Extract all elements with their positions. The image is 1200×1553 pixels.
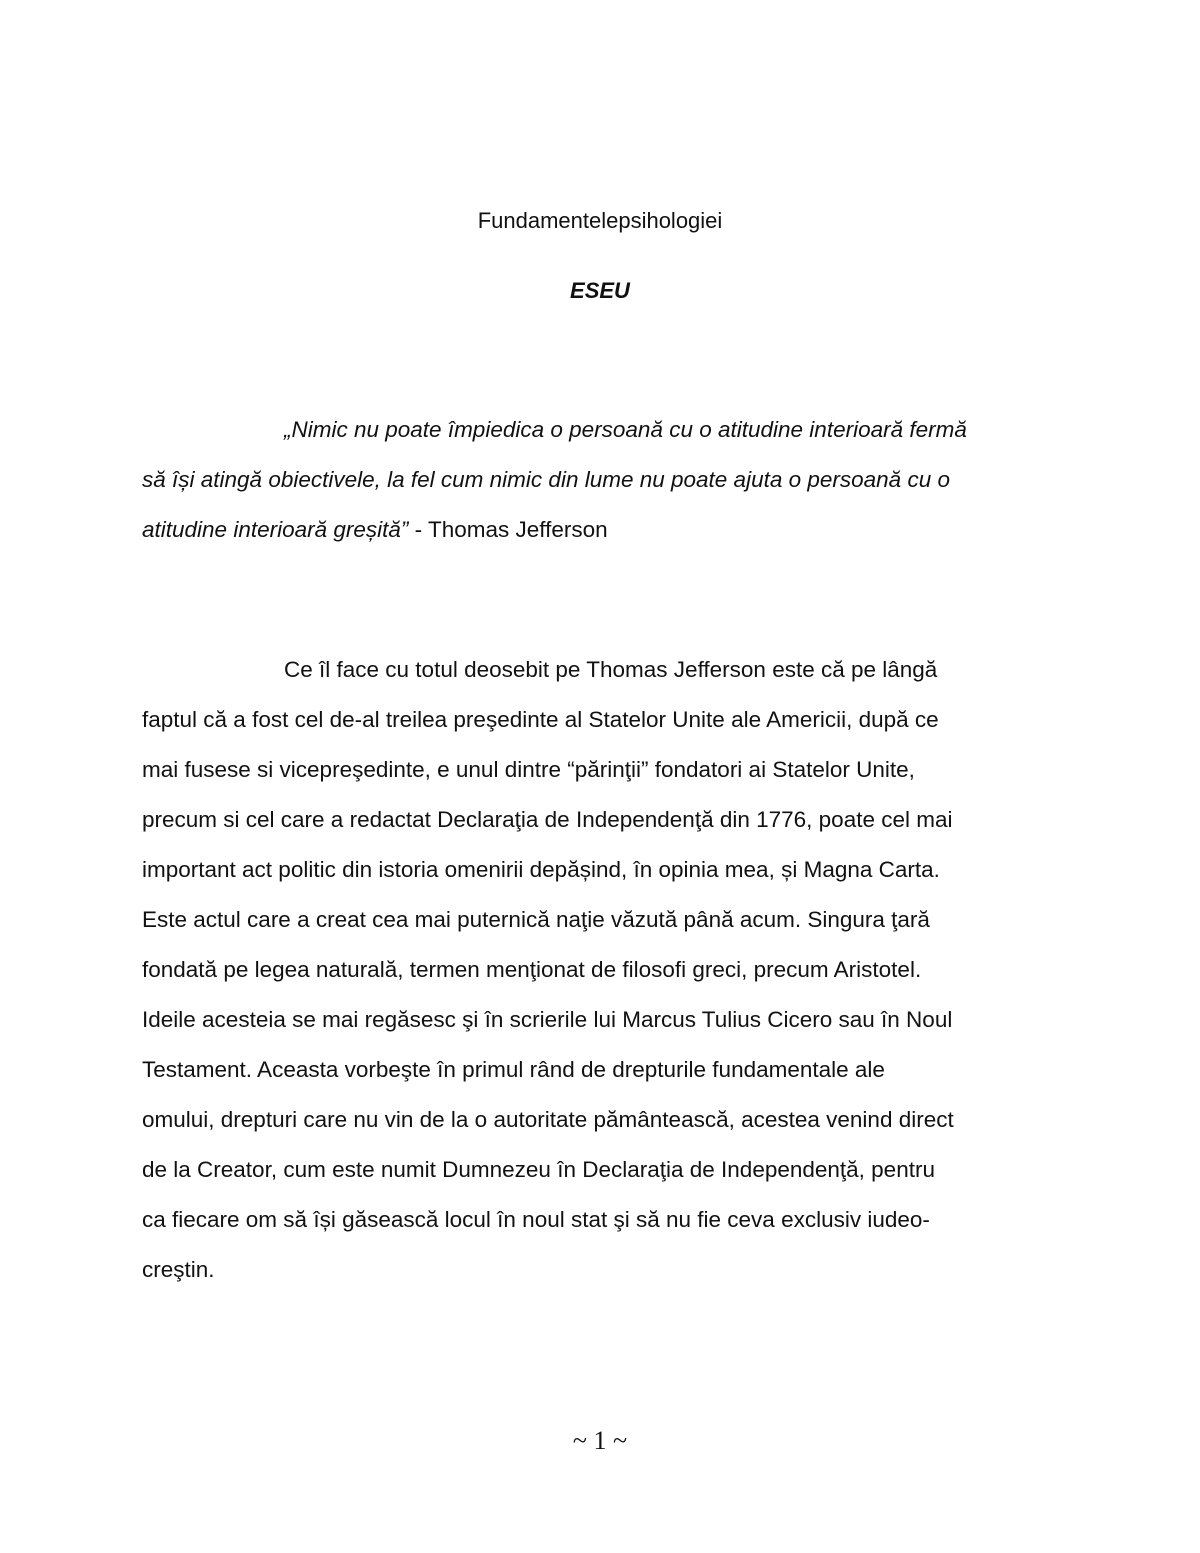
quote-line-text: atitudine interioară greșită” [142,517,409,542]
paragraph-line: Ce îl face cu totul deosebit pe Thomas Jefferson este că pe lângă [284,657,938,682]
paragraph-line: faptul că a fost cel de-al treilea preşedinte al Statelor Unite ale Americii, după ce [142,707,939,732]
page-number: ~ 1 ~ [572,1426,628,1455]
paragraph-line: de la Creator, cum este numit Dumnezeu în Declaraţia de Independenţă, pentru [142,1157,935,1182]
paragraph-line: creştin. [142,1257,215,1282]
paragraph-line: precum si cel care a redactat Declaraţia de Independenţă din 1776, poate cel mai [142,807,953,832]
paragraph-line: ca fiecare om să își găsească locul în noul stat şi să nu fie ceva exclusiv iudeo- [142,1207,930,1232]
document-title: Fundamentelepsihologiei [477,208,723,233]
paragraph-line: Este actul care a creat cea mai puternică naţie văzută până acum. Singura ţară [142,907,930,932]
quote-line-last [142,514,608,546]
paragraph-line: omului, drepturi care nu vin de la o autoritate pământească, acestea venind direct [142,1107,954,1132]
quote-attribution: - Thomas Jefferson [408,517,608,542]
document-subtitle: ESEU [570,278,630,303]
paragraph-line: mai fusese si vicepreşedinte, e unul dintre “părinţii” fondatori ai Statelor Unite, [142,757,915,782]
paragraph-line: Testament. Aceasta vorbeşte în primul rând de drepturile fundamentale ale [142,1057,885,1082]
paragraph-line: fondată pe legea naturală, termen menţionat de filosofi greci, precum Aristotel. [142,957,922,982]
paragraph-line: important act politic din istoria omenirii depășind, în opinia mea, și Magna Carta. [142,857,940,882]
paragraph-line: Ideile acesteia se mai regăsesc şi în scrierile lui Marcus Tulius Cicero sau în Noul [142,1007,953,1032]
quote-line: să își atingă obiectivele, la fel cum nimic din lume nu poate ajuta o persoană cu o [142,467,950,492]
quote-line: „Nimic nu poate împiedica o persoană cu o atitudine interioară fermă [284,417,967,442]
